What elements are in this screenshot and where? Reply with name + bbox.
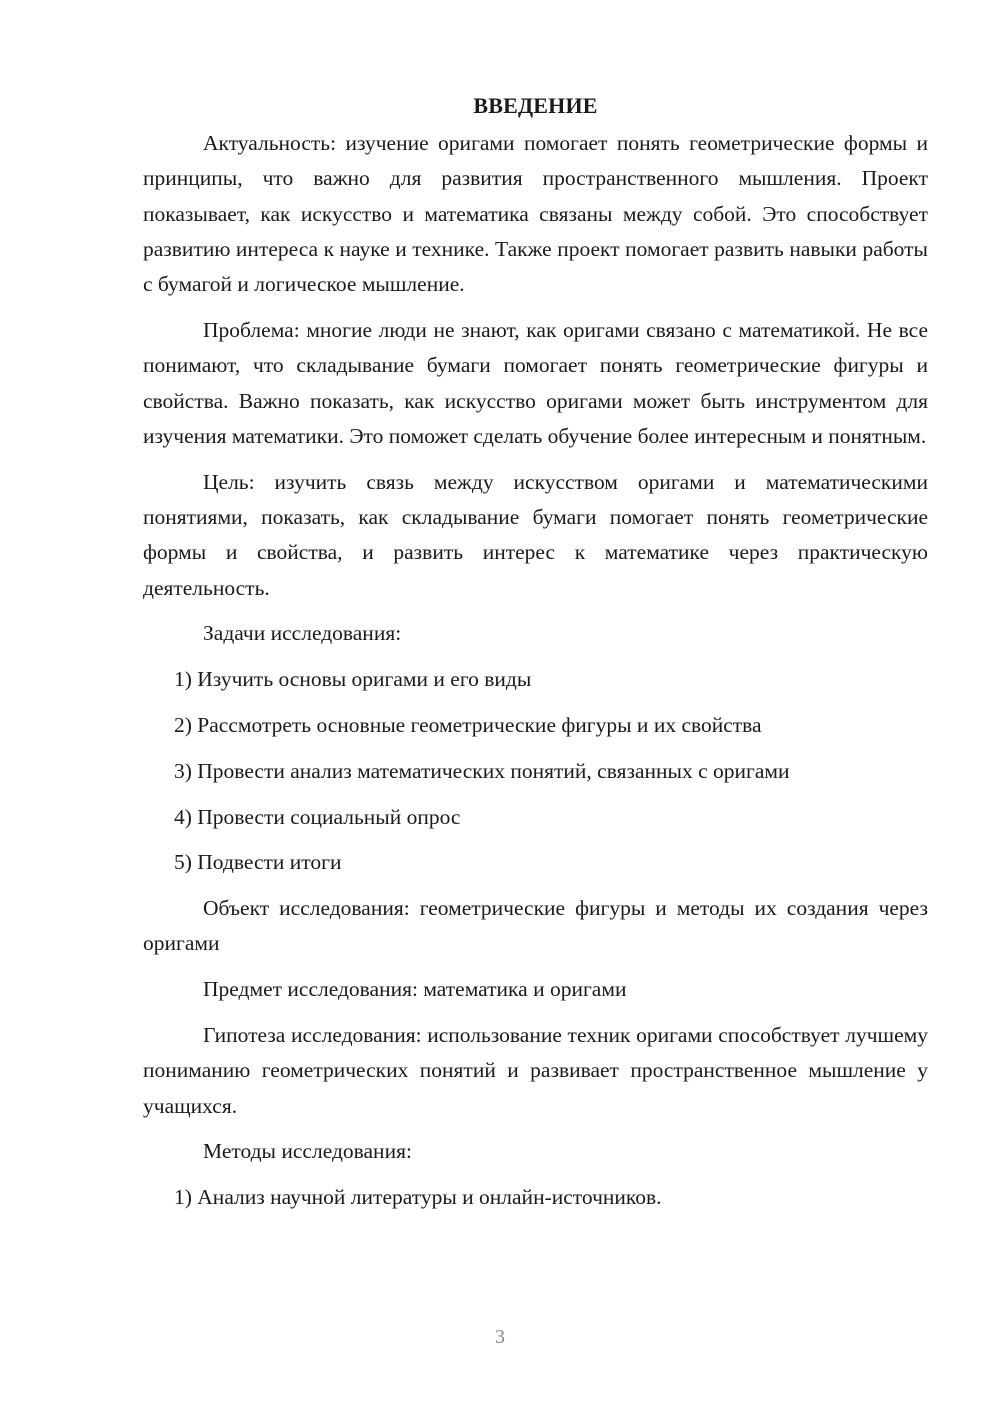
tasks-title: Задачи исследования: [203,621,402,646]
goal-paragraph: Цель: изучить связь между искусством оригами и математическими понятиями, показать, как складывание бумаги помогает понять геометрические формы и свойства, и развить интерес к математике через практическую деятельность. [143,469,928,600]
relevance-paragraph: Актуальность: изучение оригами помогает понять геометрические формы и принципы, что важно для развития пространственного мышления. Проект показывает, как искусство и математика связаны между собой. Это способствует развитию интереса к науке и технике. Также проект помогает развить навыки работы с бумагой и логическое мышление. [143,131,928,297]
task-item-1: 1) Изучить основы оригами и его виды [174,667,532,692]
object-paragraph: Объект исследования: геометрические фигуры и методы их создания через оригами [143,896,928,956]
methods-title: Методы исследования: [203,1139,412,1164]
page-number: 3 [495,1326,505,1348]
section-heading: ВВЕДЕНИЕ [473,93,598,118]
task-item-2: 2) Рассмотреть основные геометрические фигуры и их свойства [174,712,762,737]
subject-paragraph: Предмет исследования: математика и оригами [203,977,627,1002]
methods-list [143,1180,928,1215]
task-item-3: 3) Провести анализ математических понятий, связанных с оригами [174,758,790,783]
tasks-list [143,662,928,880]
task-item-4: 4) Провести социальный опрос [174,804,461,829]
document-page [143,88,928,1226]
task-item-5: 5) Подвести итоги [174,850,342,875]
hypothesis-paragraph: Гипотеза исследования: использование техник оригами способствует лучшему пониманию геометрических понятий и развивает пространственное мышление у учащихся. [143,1023,928,1118]
problem-paragraph: Проблема: многие люди не знают, как оригами связано с математикой. Не все понимают, что складывание бумаги помогает понять геометрические фигуры и свойства. Важно показать, как искусство оригами может быть инструментом для изучения математики. Это поможет сделать обучение более интересным и понятным. [143,317,928,448]
method-item-1: 1) Анализ научной литературы и онлайн-источников. [174,1185,662,1210]
